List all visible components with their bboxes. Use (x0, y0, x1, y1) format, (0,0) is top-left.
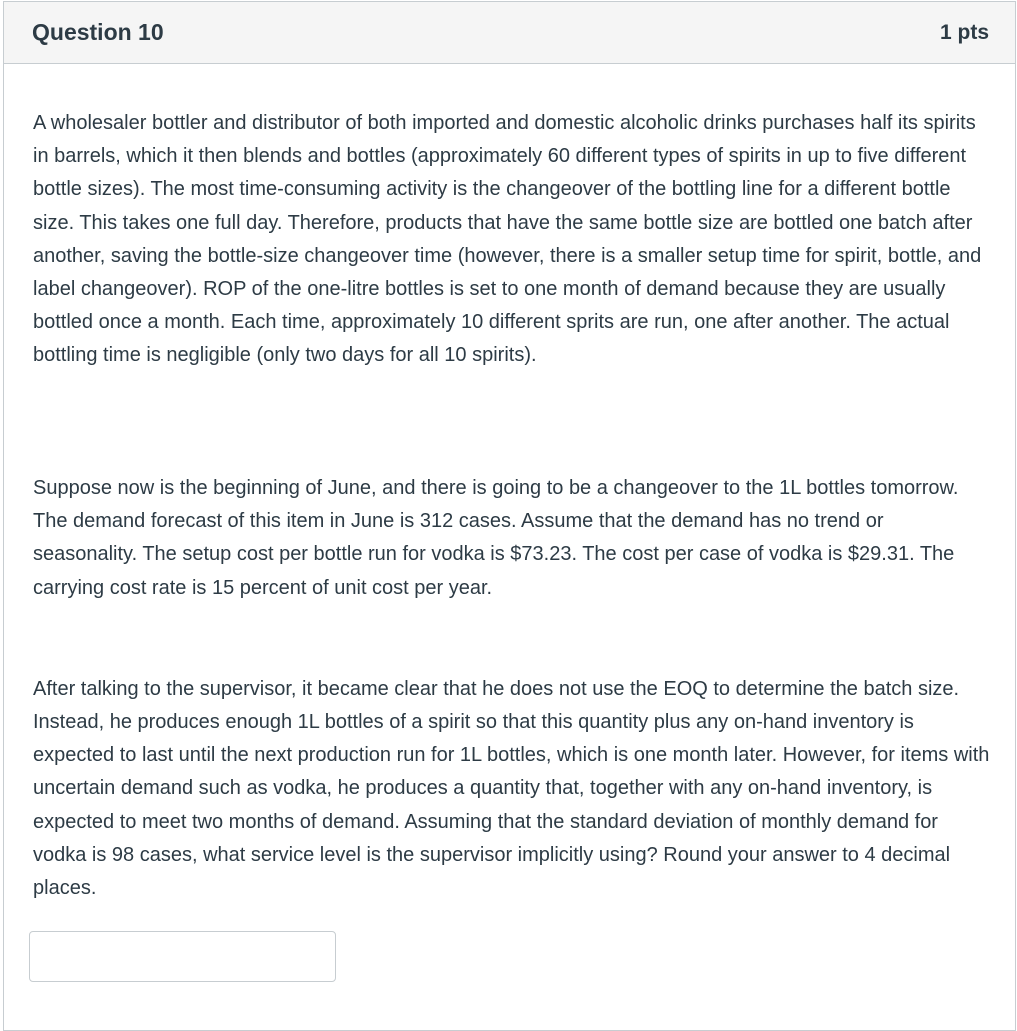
question-header (4, 2, 1015, 64)
question-text (4, 64, 1015, 905)
answer-input[interactable] (29, 931, 336, 982)
question-title: Question 10 (32, 19, 164, 45)
question-paragraph-2: Suppose now is the beginning of June, and there is going to be a changeover to the 1L bottles tomorrow. The demand forecast of this item in June is 312 cases. Assume that the demand has no trend or seasonality. The setup cost per bottle run for vodka is $73.23. The cost per case of vodka is $29.31. The carrying cost rate is 15 percent of unit cost per year. (33, 477, 959, 599)
question-paragraph-1: A wholesaler bottler and distributor of both imported and domestic alcoholic drinks purchases half its spirits in barrels, which it then blends and bottles (approximately 60 different types of spirits in up to five different bottle sizes). The most time-consuming activity is the changeover of the bottling line for a different bottle size. This takes one full day. Therefore, products that have the same bottle size are bottled one batch after another, saving the bottle-size changeover time (however, there is a smaller setup time for spirit, bottle, and label changeover). ROP of the one-litre bottles is set to one month of demand because they are usually bottled once a month. Each time, approximately 10 different sprits are run, one after another. The actual bottling time is negligible (only two days for all 10 spirits). (33, 112, 982, 367)
question-points: 1 pts (939, 20, 989, 44)
question-card (3, 1, 1016, 1031)
question-paragraph-3: After talking to the supervisor, it became clear that he does not use the EOQ to determine the batch size. Instead, he produces enough 1L bottles of a spirit so that this quantity plus any on-hand inventory is expected to last until the next production run for 1L bottles, which is one month later. However, for items with uncertain demand such as vodka, he produces a quantity that, together with any on-hand inventory, is expected to meet two months of demand. Assuming that the standard deviation of monthly demand for vodka is 98 cases, what service level is the supervisor implicitly using? Round your answer to 4 decimal places. (33, 677, 990, 900)
